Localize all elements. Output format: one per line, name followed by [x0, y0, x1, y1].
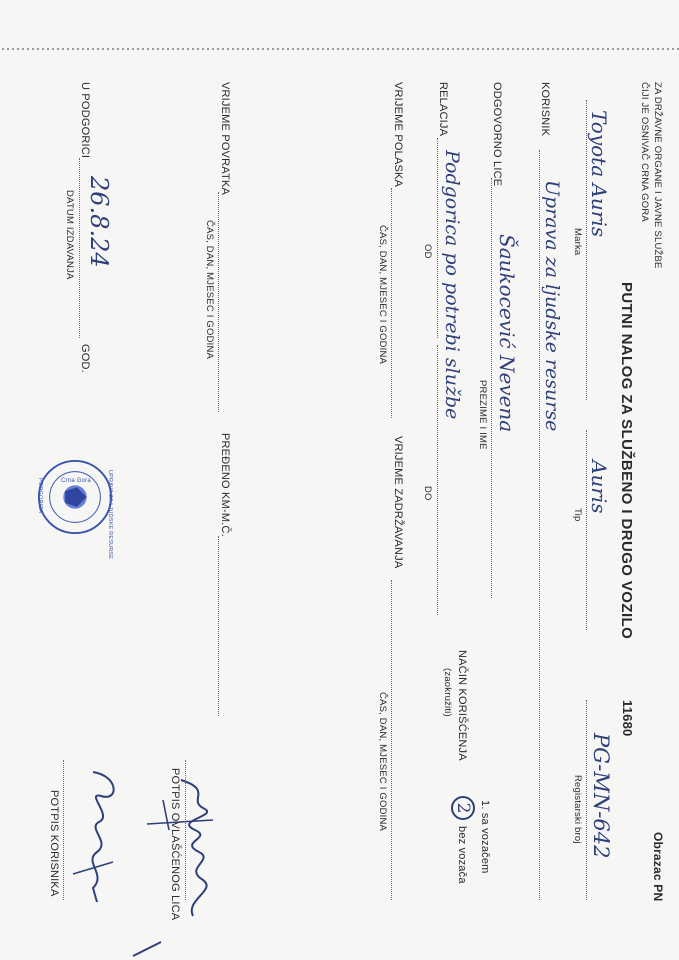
odgovorno-label: ODGOVORNO LICE: [491, 82, 503, 187]
official-seal-icon: [36, 458, 114, 536]
ovlascenog-label: POTPIS OVLAŠĆENOG LICA: [169, 768, 181, 921]
relacija-label: RELACIJA: [437, 82, 449, 137]
zadrzavanja-sub: ČAS, DAN, MJESEC I GODINA: [377, 692, 388, 832]
seal-middle-text: UPRAVA ZA LJUDSKE RESURSE: [107, 470, 113, 560]
seal-bottom-text: PODGORICA: [37, 478, 43, 514]
povratka-sub: ČAS, DAN, MJESEC I GODINA: [204, 220, 215, 360]
relacija-do-line: [437, 345, 438, 615]
relacija-od: OD: [422, 244, 433, 259]
predjeno-label: PREĐENO KM-M.Č.: [219, 433, 231, 537]
marka-label: Marka: [572, 228, 583, 256]
korisnik-value: Uprava za ljudske resurse: [541, 180, 563, 432]
marka-value: Toyota Auris: [587, 110, 611, 238]
form-title: PUTNI NALOG ZA SLUŽBENO I DRUGO VOZILO: [618, 282, 635, 640]
datum-line: [79, 158, 80, 338]
korisnik-line: [539, 150, 540, 900]
reg-line: [586, 700, 587, 900]
org-line-2: ČIJI JE OSNIVAČ CRNA GORA: [639, 82, 650, 222]
polaska-sub: ČAS, DAN, MJESEC I GODINA: [377, 225, 388, 365]
zadrzavanja-label: VRIJEME ZADRŽAVANJA: [392, 436, 404, 569]
ovlascenog-line: [185, 760, 186, 900]
tip-line: [586, 430, 587, 630]
form-code: Obrazac PN: [651, 832, 665, 902]
korisnik-label: KORISNIK: [539, 82, 551, 137]
korisnika-line: [63, 760, 64, 900]
signature-korisnika: [63, 762, 133, 922]
odgovorno-sub: PREZIME I IME: [477, 380, 488, 450]
reg-label: Registarski broj: [572, 775, 583, 844]
form-number: 11680: [620, 700, 635, 737]
nacin-label: NAČIN KORIŠĆENJA: [456, 650, 468, 761]
marka-line: [586, 100, 587, 400]
datum-god: GOD.: [79, 344, 91, 373]
tip-value: Auris: [587, 460, 611, 514]
signature-ovlascenog-lica: [123, 760, 243, 960]
predjeno-line: [218, 536, 219, 716]
korisnika-label: POTPIS KORISNIKA: [48, 790, 60, 897]
option-circle-marker: 2: [451, 796, 475, 820]
nacin-sub: (zaokružiti): [442, 668, 453, 717]
seal-top-text: Crna Gora: [61, 477, 91, 484]
povratka-line: [218, 192, 219, 412]
datum-value: 26.8.24: [85, 176, 113, 268]
odgovorno-line: [491, 178, 492, 598]
polaska-label: VRIJEME POLASKA: [392, 82, 404, 188]
option-bez-vozaca: bez vozača: [456, 826, 468, 884]
povratka-label: VRIJEME POVRATKA: [219, 82, 231, 196]
zadrzavanja-line: [391, 580, 392, 900]
relacija-value: Podgorica po potrebi službe: [441, 150, 463, 420]
odgovorno-value: Šaukocević Nevena: [495, 234, 519, 433]
perforation-line: [0, 48, 679, 50]
relacija-do: DO: [422, 486, 433, 501]
reg-value: PG-MN-642: [589, 733, 613, 859]
org-line-1: ZA DRŽAVNE ORGANE I JAVNE SLUŽBE: [652, 82, 663, 269]
datum-sub: DATUM IZDAVANJA: [64, 190, 75, 280]
relacija-od-line: [437, 138, 438, 338]
option-sa-vozacem: 1. sa vozačem: [479, 800, 491, 874]
tip-label: Tip: [572, 508, 583, 522]
datum-prefix: U PODGORICI: [79, 82, 91, 159]
polaska-line: [391, 188, 392, 418]
